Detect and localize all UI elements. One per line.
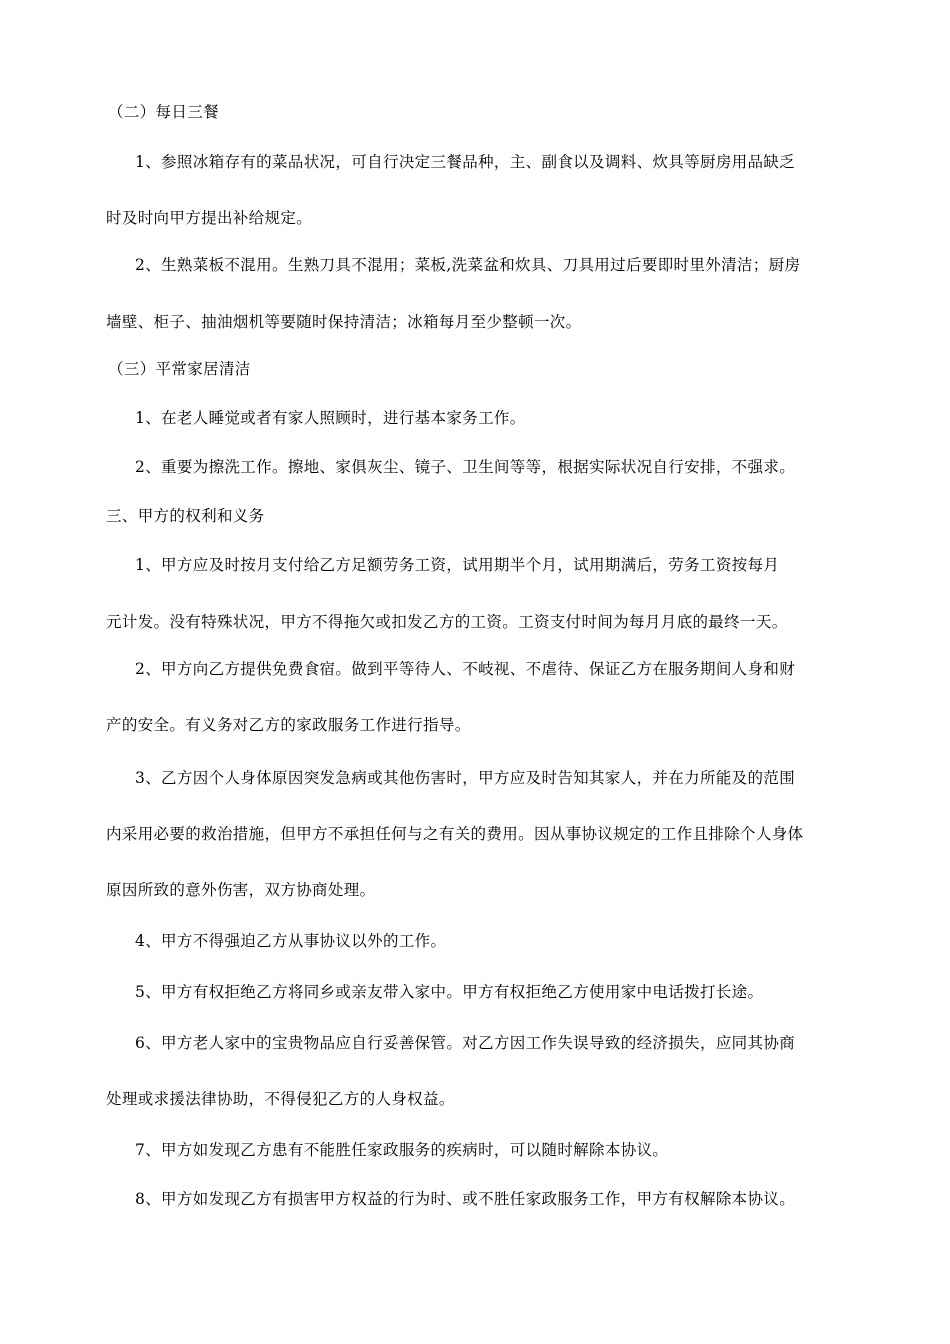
rights-item-5: 5、甲方有权拒绝乙方将同乡或亲友带入家中。甲方有权拒绝乙方使用家中电话拨打长途。 [135, 983, 764, 1001]
rights-item-7: 7、甲方如发现乙方患有不能胜任家政服务的疾病时，可以随时解除本协议。 [135, 1141, 669, 1159]
rights-item-6-line-2: 处理或求援法律协助，不得侵犯乙方的人身权益。 [106, 1090, 455, 1108]
meals-item-2-line-2: 墙壁、柜子、抽油烟机等要随时保持清洁；冰箱每月至少整顿一次。 [106, 313, 582, 331]
section-heading-party-a-rights: 三、甲方的权利和义务 [106, 507, 265, 525]
cleaning-item-2: 2、重要为擦洗工作。擦地、家俱灰尘、镜子、卫生间等等，根据实际状况自行安排，不强求。 [135, 458, 796, 476]
rights-item-3-line-3: 原因所致的意外伤害，双方协商处理。 [106, 881, 376, 899]
meals-item-1-line-2: 时及时向甲方提出补给规定。 [106, 209, 313, 227]
rights-item-4: 4、甲方不得强迫乙方从事协议以外的工作。 [135, 932, 447, 950]
cleaning-item-1: 1、在老人睡觉或者有家人照顾时，进行基本家务工作。 [135, 409, 526, 427]
rights-item-6-line-1: 6、甲方老人家中的宝贵物品应自行妥善保管。对乙方因工作失误导致的经济损失，应同其协商 [135, 1034, 796, 1052]
section-heading-daily-meals: （二）每日三餐 [108, 103, 219, 121]
rights-item-1-line-1: 1、甲方应及时按月支付给乙方足额劳务工资，试用期半个月，试用期满后，劳务工资按每月 [135, 556, 780, 574]
rights-item-3-line-2: 内采用必要的救治措施，但甲方不承担任何与之有关的费用。因从事协议规定的工作且排除个人身体 [106, 825, 804, 843]
meals-item-2-line-1: 2、生熟菜板不混用。生熟刀具不混用；菜板,洗菜盆和炊具、刀具用过后要即时里外清洁；厨房 [135, 256, 801, 274]
rights-item-2-line-2: 产的安全。有义务对乙方的家政服务工作进行指导。 [106, 716, 471, 734]
rights-item-2-line-1: 2、甲方向乙方提供免费食宿。做到平等待人、不岐视、不虐待、保证乙方在服务期间人身和财 [135, 660, 796, 678]
section-heading-home-cleaning: （三）平常家居清洁 [108, 360, 251, 378]
meals-item-1-line-1: 1、参照冰箱存有的菜品状况，可自行决定三餐品种，主、副食以及调料、炊具等厨房用品缺乏 [135, 153, 796, 171]
rights-item-1-line-2: 元计发。没有特殊状况，甲方不得拖欠或扣发乙方的工资。工资支付时间为每月月底的最终一天。 [106, 613, 788, 631]
rights-item-8: 8、甲方如发现乙方有损害甲方权益的行为时、或不胜任家政服务工作，甲方有权解除本协议。 [135, 1190, 796, 1208]
rights-item-3-line-1: 3、乙方因个人身体原因突发急病或其他伤害时，甲方应及时告知其家人，并在力所能及的范围 [135, 769, 796, 787]
